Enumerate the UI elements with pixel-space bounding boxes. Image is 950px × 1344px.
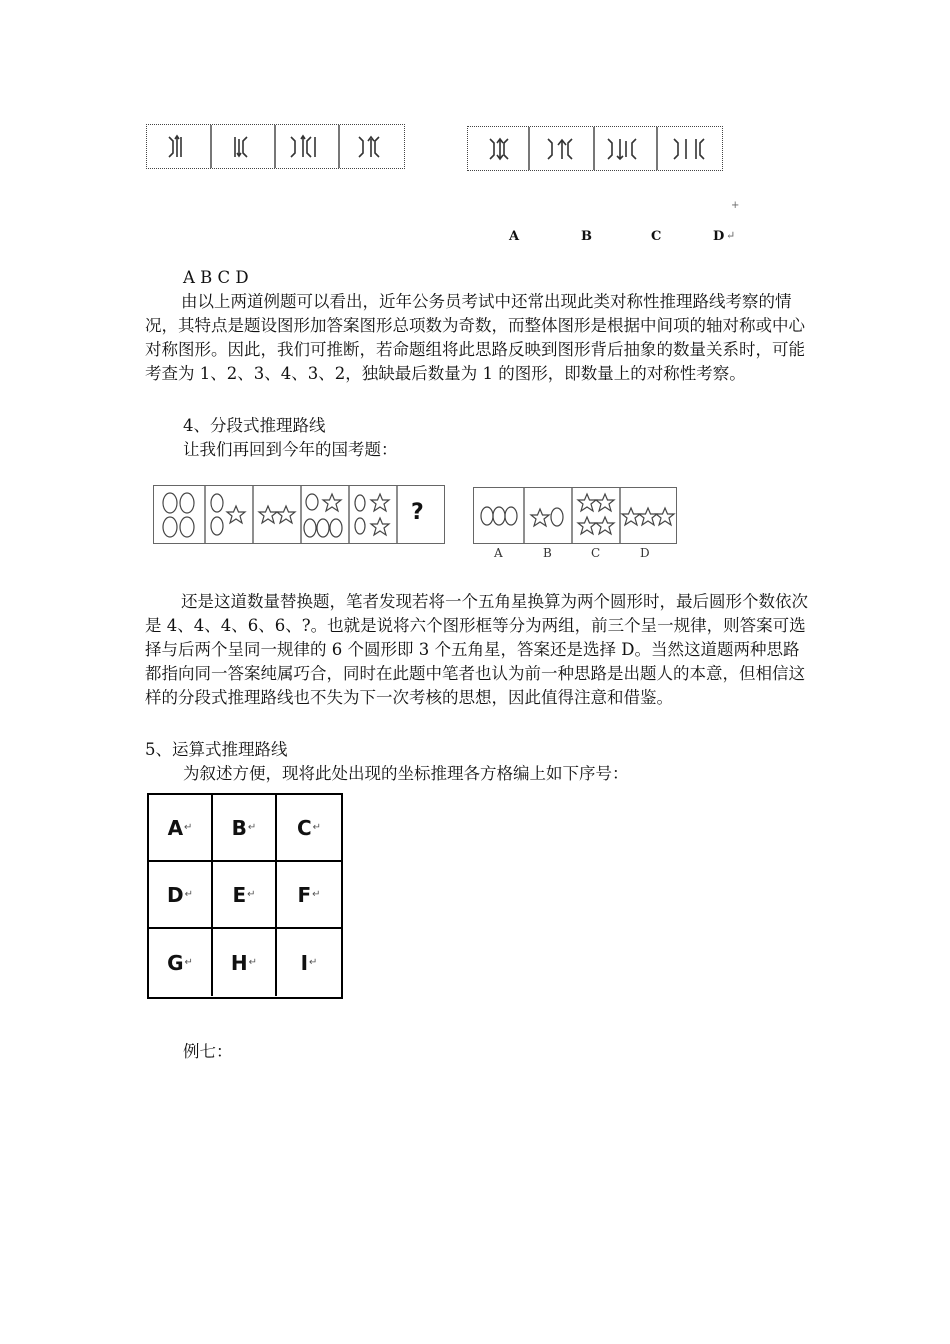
grid-cell-b: B ↵	[213, 795, 277, 862]
coordinate-grid	[147, 793, 343, 999]
puzzle2-option-a[interactable]: A	[494, 546, 503, 560]
puzzle2-question-mark: ?	[411, 500, 424, 525]
puzzle1-option-a[interactable]: A	[509, 229, 520, 244]
grid-cell-g: G ↵	[149, 929, 213, 996]
puzzle2-option-d[interactable]: D	[640, 546, 650, 560]
heading-segmented-reasoning: 4、分段式推理路线	[183, 416, 326, 435]
grid-cell-c: C ↵	[277, 795, 341, 862]
puzzle1-option-d[interactable]: D	[713, 229, 725, 244]
puzzle1-top-mark: +	[731, 200, 740, 211]
grid-cell-d: D ↵	[149, 862, 213, 929]
heading-operation-reasoning: 5、运算式推理路线	[145, 740, 288, 759]
puzzle1-option-b[interactable]: B	[581, 229, 592, 244]
grid-cell-a: A ↵	[149, 795, 213, 862]
paragraph-back-to-exam: 让我们再回到今年的国考题：	[183, 440, 398, 459]
paragraph-segmented-explanation: 还是这道数量替换题，笔者发现若将一个五角星换算为两个圆形时，最后圆形个数依次是 4、4、4、6、6、?。也就是说将六个图形框等分为两组，前三个呈一规律，则答案可选择与后两个呈同一规律的 6 个圆形即 3 个五角星，答案还是选择 D。当然这道题两种思路都指向同一答案纯属巧合，同时在此题中笔者也认为前一种思路是出题人的本意，但相信这样的分段式推理路线也不失为下一次考核的思想，因此值得注意和借鉴。	[145, 592, 808, 707]
puzzle1-question-strip	[146, 124, 405, 169]
puzzle1-options-strip	[467, 126, 723, 171]
abcd-line: A B C D	[183, 268, 249, 287]
puzzle1-question-figures	[147, 125, 404, 168]
paragraph-symmetry-summary: 由以上两道例题可以看出，近年公务员考试中还常出现此类对称性推理路线考察的情况，其特点是题设图形加答案图形总项数为奇数，而整体图形是根据中间项的轴对称或中心对称图形。因此，我们可推断，若命题组将此思路反映到图形背后抽象的数量关系时，可能考查为 1、2、3、4、3、2，独缺最后数量为 1 的图形，即数量上的对称性考察。	[145, 292, 805, 383]
example-seven-label: 例七：	[183, 1042, 233, 1061]
grid-cell-h: H ↵	[213, 929, 277, 996]
grid-cell-e: E ↵	[213, 862, 277, 929]
puzzle2-question-strip	[153, 485, 445, 544]
puzzle2-option-c[interactable]: C	[591, 546, 601, 560]
puzzle1-option-c[interactable]: C	[651, 229, 662, 244]
puzzle1-option-d-mark: ↵	[726, 229, 736, 242]
paragraph-grid-intro: 为叙述方便，现将此处出现的坐标推理各方格编上如下序号：	[183, 764, 629, 783]
puzzle2-question-figures	[154, 486, 444, 543]
puzzle2-options-strip	[473, 487, 677, 544]
puzzle2-option-b[interactable]: B	[543, 546, 552, 560]
grid-cell-i: I ↵	[300, 950, 318, 975]
grid-cell-f: F ↵	[277, 862, 341, 929]
puzzle2-option-figures	[474, 488, 676, 543]
puzzle1-option-figures	[468, 127, 722, 170]
